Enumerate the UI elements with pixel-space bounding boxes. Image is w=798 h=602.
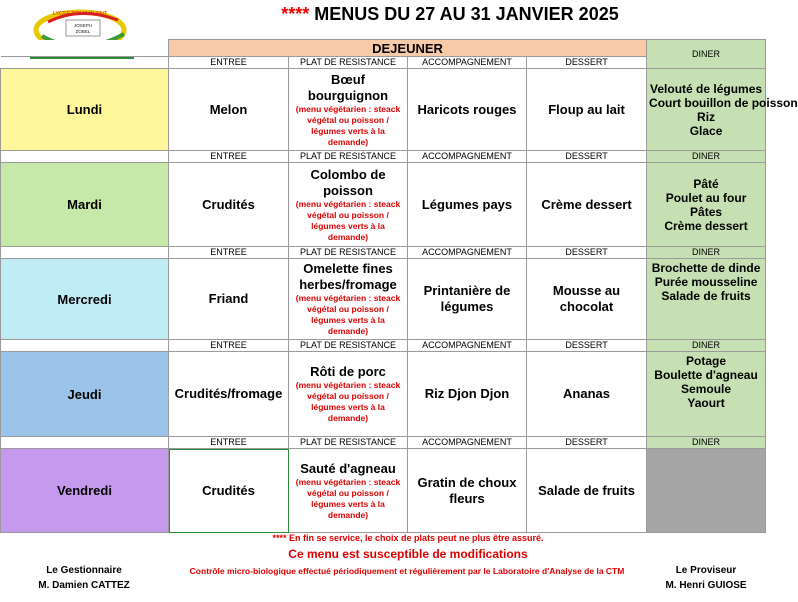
accompagnement-cell: Gratin de choux fleurs bbox=[408, 449, 527, 533]
diner-item: Brochette de dinde bbox=[651, 261, 761, 275]
entree-cell: Friand bbox=[169, 259, 289, 340]
col-plat: PLAT DE RESISTANCE bbox=[289, 437, 408, 449]
dessert-cell: Floup au lait bbox=[527, 69, 647, 151]
veg-note: (menu végétarien : steack végétal ou poisson / légumes verts à la demande) bbox=[295, 198, 401, 242]
diner-item: Potage bbox=[686, 354, 727, 368]
col-plat: PLAT DE RESISTANCE bbox=[289, 340, 408, 352]
plat-name: Bœuf bourguignon bbox=[307, 71, 389, 103]
plat-name: Colombo de poisson bbox=[310, 166, 386, 198]
col-diner: DINER bbox=[647, 247, 766, 259]
diner-cell bbox=[647, 259, 766, 340]
entree-cell: Crudités/fromage bbox=[169, 352, 289, 437]
plat-name: Omelette fines herbes/fromage bbox=[299, 261, 397, 292]
plat-cell bbox=[289, 69, 408, 151]
entree-cell: Crudités bbox=[169, 163, 289, 247]
diner-item: Riz bbox=[697, 109, 716, 124]
accompagnement-cell: Printanière de légumes bbox=[408, 259, 527, 340]
col-entree: ENTREE bbox=[169, 247, 289, 259]
dessert-cell: Crème dessert bbox=[527, 163, 647, 247]
page-title: **** MENUS DU 27 AU 31 JANVIER 2025 bbox=[281, 4, 619, 24]
svg-text:LYCEE POLYVALENT: LYCEE POLYVALENT bbox=[52, 11, 108, 17]
proviseur-title: Le Proviseur bbox=[675, 565, 737, 576]
col-dessert: DESSERT bbox=[527, 247, 647, 259]
plat-cell bbox=[289, 259, 408, 340]
diner-item: Boulette d'agneau bbox=[654, 368, 758, 382]
proviseur-name: M. Henri GUIOSE bbox=[665, 580, 747, 591]
col-plat: PLAT DE RESISTANCE bbox=[289, 57, 408, 69]
diner-item: Semoule bbox=[681, 382, 732, 396]
gestionnaire-title: Le Gestionnaire bbox=[46, 565, 122, 576]
plat-cell bbox=[289, 163, 408, 247]
plat-cell bbox=[289, 352, 408, 437]
accompagnement-cell: Haricots rouges bbox=[408, 69, 527, 151]
diner-header: DINER bbox=[647, 40, 766, 69]
svg-text:JOSEPH: JOSEPH bbox=[73, 23, 93, 28]
diner-item: Purée mousseline bbox=[654, 275, 758, 289]
day-label: Jeudi bbox=[1, 352, 169, 437]
diner-item: Poulet au four bbox=[665, 190, 747, 205]
diner-item: Yaourt bbox=[687, 396, 725, 410]
day-label: Mardi bbox=[1, 163, 169, 247]
col-diner: DINER bbox=[647, 340, 766, 352]
day-label: Vendredi bbox=[1, 449, 169, 533]
day-row-jeudi bbox=[1, 352, 766, 437]
dejeuner-header: DEJEUNER bbox=[169, 40, 647, 57]
day-row-mercredi bbox=[1, 259, 766, 340]
col-accompagnement: ACCOMPAGNEMENT bbox=[408, 247, 527, 259]
veg-note: (menu végétarien : steack végétal ou poisson / légumes verts à la demande) bbox=[295, 380, 401, 423]
lab-control-note: Contrôle micro-biologique effectué périodiquement et régulièrement par le Laboratoire d'Analyse de la CTM bbox=[189, 566, 625, 576]
veg-note: (menu végétarien : steack végétal ou poisson / légumes verts à la demande) bbox=[295, 476, 401, 520]
col-entree: ENTREE bbox=[169, 57, 289, 69]
diner-cell bbox=[647, 69, 798, 151]
diner-item: Crème dessert bbox=[664, 218, 748, 233]
modification-warning: Ce menu est susceptible de modifications bbox=[288, 547, 528, 561]
col-plat: PLAT DE RESISTANCE bbox=[289, 151, 408, 163]
diner-item: Glace bbox=[689, 123, 723, 138]
entree-cell: Melon bbox=[169, 69, 289, 151]
dessert-cell: Salade de fruits bbox=[527, 449, 647, 533]
svg-text:ZOBEL: ZOBEL bbox=[75, 29, 91, 34]
day-row-lundi bbox=[1, 69, 766, 151]
service-note: **** En fin se service, le choix de plats peut ne plus être assuré. bbox=[272, 533, 544, 543]
col-dessert: DESSERT bbox=[527, 437, 647, 449]
col-diner: DINER bbox=[647, 151, 766, 163]
day-row-mardi bbox=[1, 163, 766, 247]
col-accompagnement: ACCOMPAGNEMENT bbox=[408, 151, 527, 163]
col-dessert: DESSERT bbox=[527, 340, 647, 352]
diner-item: Pâté bbox=[693, 176, 719, 191]
day-row-vendredi bbox=[1, 449, 766, 533]
diner-cell bbox=[647, 352, 766, 437]
menu-table bbox=[0, 39, 798, 533]
col-diner: DINER bbox=[647, 437, 766, 449]
diner-item: Salade de fruits bbox=[661, 289, 751, 303]
day-label: Mercredi bbox=[1, 259, 169, 340]
col-entree: ENTREE bbox=[169, 437, 289, 449]
diner-item: Pâtes bbox=[690, 204, 723, 219]
col-accompagnement: ACCOMPAGNEMENT bbox=[408, 340, 527, 352]
accompagnement-cell: Riz Djon Djon bbox=[408, 352, 527, 437]
col-accompagnement: ACCOMPAGNEMENT bbox=[408, 437, 527, 449]
diner-cell-empty bbox=[647, 449, 766, 533]
col-dessert: DESSERT bbox=[527, 151, 647, 163]
plat-name: Rôti de porc bbox=[310, 364, 386, 379]
col-entree: ENTREE bbox=[169, 340, 289, 352]
veg-note: (menu végétarien : steack végétal ou poisson / légumes verts à la demande) bbox=[295, 103, 401, 147]
diner-item: Velouté de légumes bbox=[650, 81, 763, 96]
col-accompagnement: ACCOMPAGNEMENT bbox=[408, 57, 527, 69]
plat-cell bbox=[289, 449, 408, 533]
col-entree: ENTREE bbox=[169, 151, 289, 163]
diner-item: Court bouillon de poisson bbox=[649, 95, 798, 110]
dessert-cell: Mousse au chocolat bbox=[527, 259, 647, 340]
plat-name: Sauté d'agneau bbox=[300, 460, 396, 476]
gestionnaire-name: M. Damien CATTEZ bbox=[38, 580, 130, 591]
col-plat: PLAT DE RESISTANCE bbox=[289, 247, 408, 259]
diner-cell bbox=[647, 163, 766, 247]
entree-cell[interactable]: Crudités bbox=[169, 449, 289, 533]
dessert-cell: Ananas bbox=[527, 352, 647, 437]
col-dessert: DESSERT bbox=[527, 57, 647, 69]
veg-note: (menu végétarien : steack végétal ou poisson / légumes verts à la demande) bbox=[295, 293, 401, 336]
accompagnement-cell: Légumes pays bbox=[408, 163, 527, 247]
day-label: Lundi bbox=[1, 69, 169, 151]
